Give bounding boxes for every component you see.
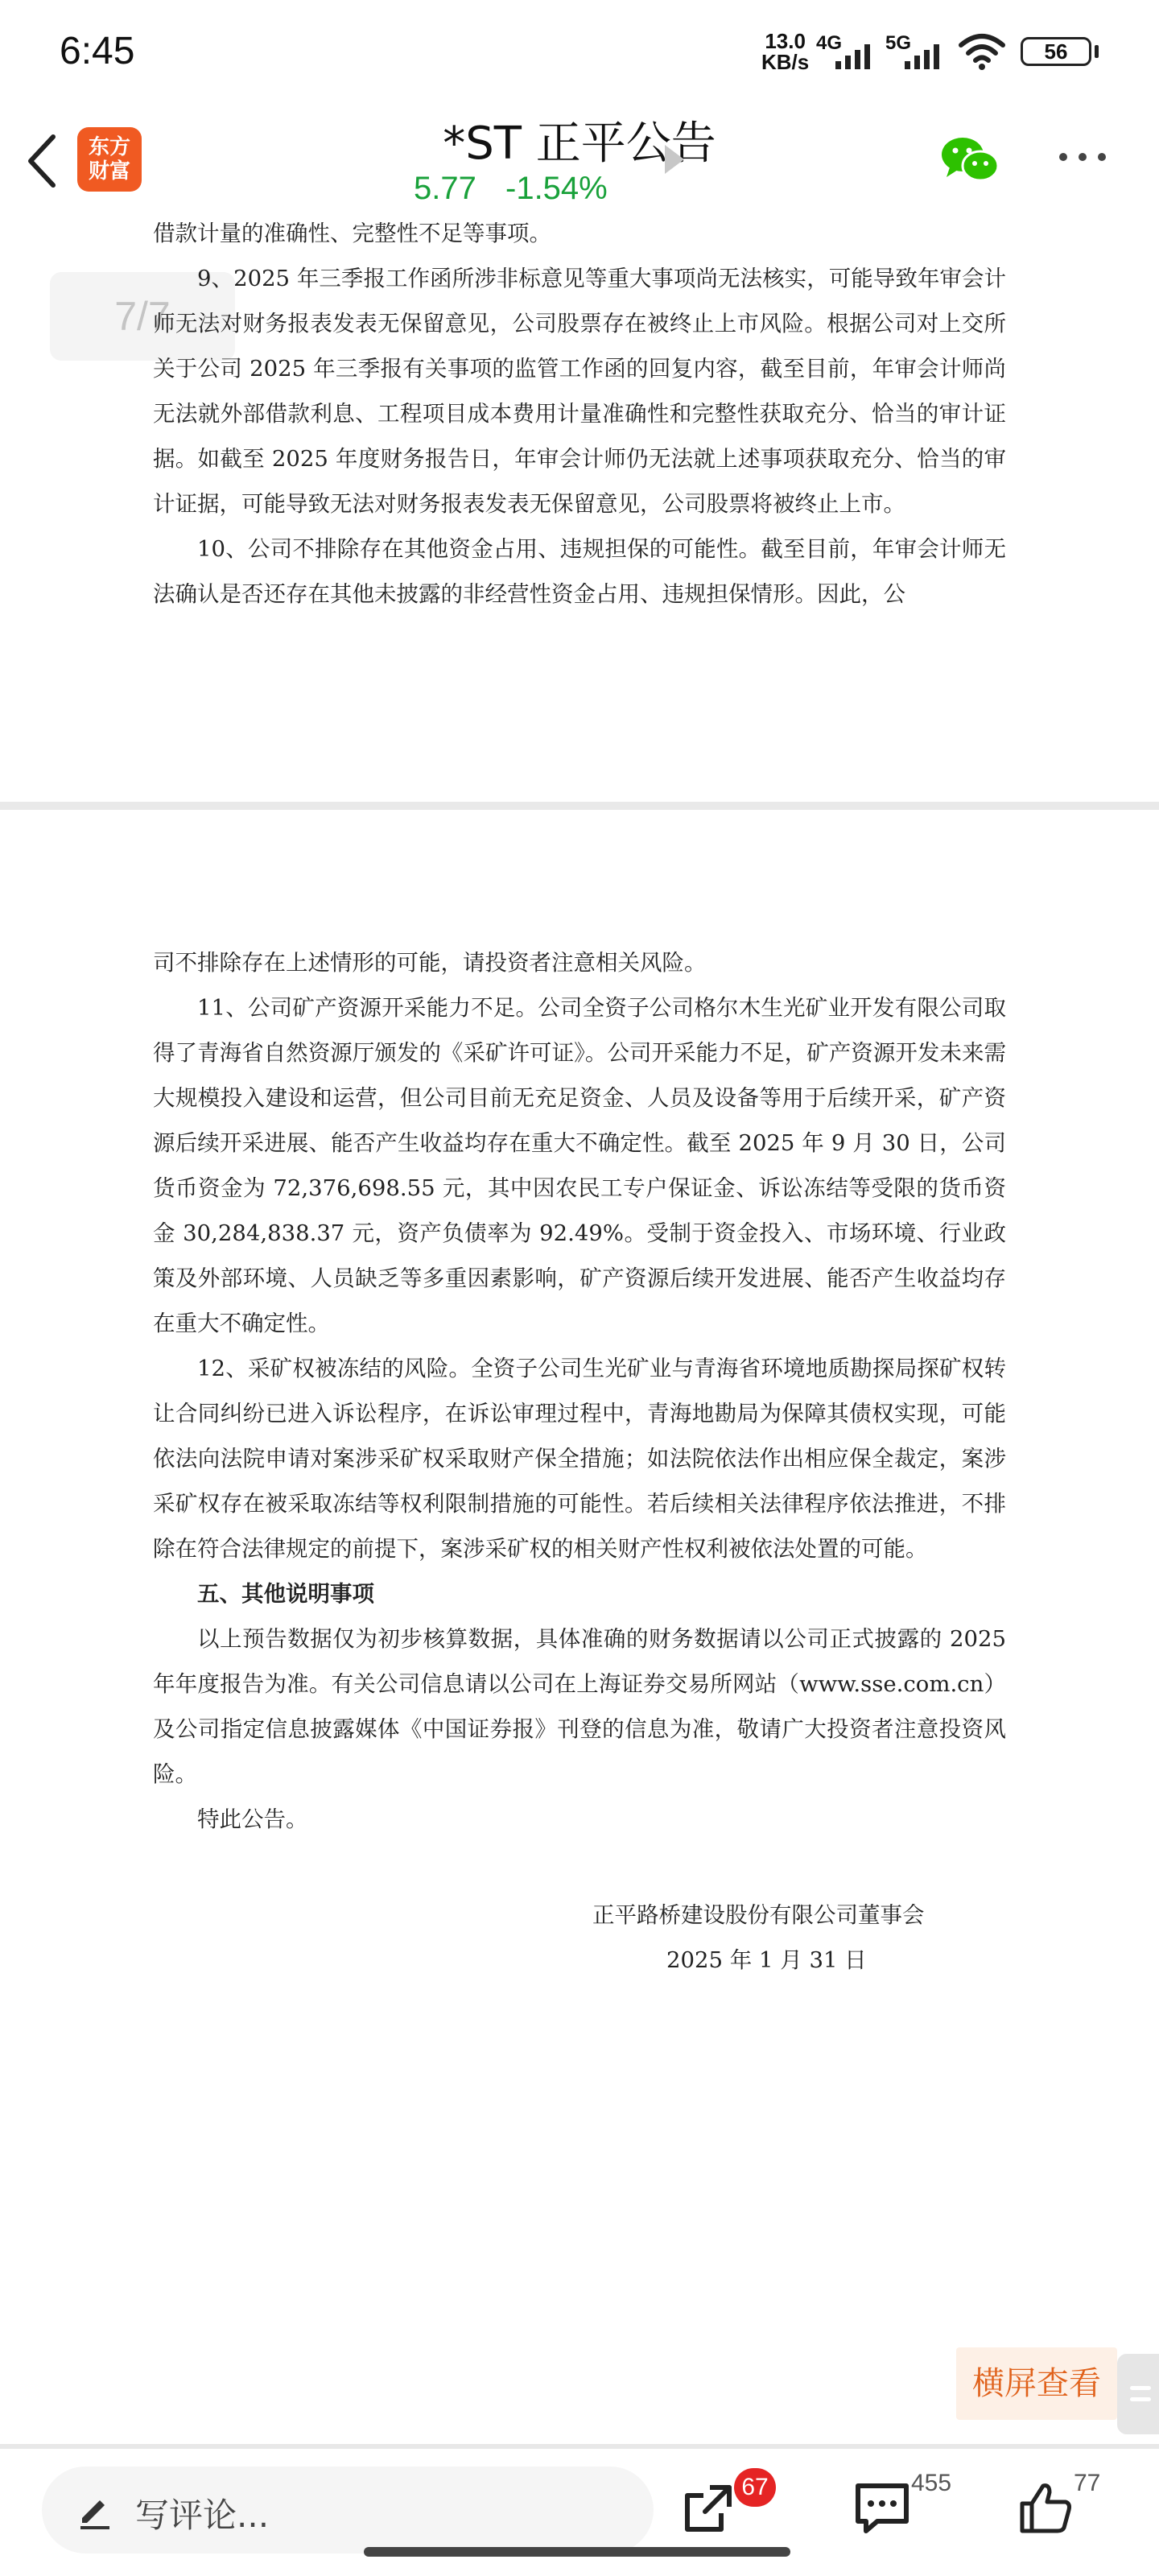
signal-5g-label: 5G [885, 32, 912, 54]
section-body [153, 1616, 1006, 1842]
section-heading: 五、其他说明事项 [197, 1581, 374, 1607]
like-count: 77 [1074, 2470, 1101, 2496]
signal-4g-icon [835, 39, 870, 69]
share-button[interactable] [681, 2481, 736, 2539]
paragraph: 以上预告数据仅为初步核算数据，具体准确的财务数据请以公司正式披露的 2025 年年度报告为准。有关公司信息请以公司在上海证券交易所网站（www.sse.com.cn）及公司指定信息披露媒体《中国证券报》刊登的信息为准，敬请广大投资者注意投资风险。 [153, 1626, 1006, 1787]
share-badge: 67 [734, 2468, 776, 2507]
stock-price: 5.77 [414, 171, 476, 206]
battery-icon: 56 [1021, 37, 1091, 66]
paragraph: 11、公司矿产资源开采能力不足。公司全资子公司格尔木生光矿业开发有限公司取得了青海省自然资源厅颁发的《采矿许可证》。公司开采能力不足，矿产资源开发未来需大规模投入建设和运营，但公司目前无充足资金、人员及设备等用于后续开采，矿产资源后续开采进展、能否产生收益均存在重大不确定性。截至 2025 年 9 月 30 日，公司货币资金为 72,376,698.55 元，其中因农民工专户保证金、诉讼冻结等受限的货币资金 30,284,838.37 元，资产负债率为 92.49%。受制于资金投入、市场环境、行业政策及外部环境、人员缺乏等多重因素影响，矿产资源后续开发进展、能否产生收益均存在重大不确定性。 [153, 995, 1006, 1336]
document-page-bottom [153, 940, 1006, 1842]
like-button[interactable] [1017, 2479, 1075, 2541]
paragraph: 特此公告。 [197, 1806, 308, 1832]
paragraph: 10、公司不排除存在其他资金占用、违规担保的可能性。截至目前，年审会计师无法确认是否还存在其他未披露的非经营性资金占用、违规担保情形。因此，公 [153, 536, 1006, 607]
more-dot-icon [1098, 153, 1106, 161]
paragraph: 12、采矿权被冻结的风险。全资子公司生光矿业与青海省环境地质勘探局探矿权转让合同纠纷已进入诉讼程序，在诉讼审理过程中，青海地勘局为保障其债权实现，可能依法向法院申请对案涉采矿权采取财产保全措施；如法院依法作出相应保全裁定，案涉采矿权存在被采取冻结等权利限制措施的可能性。若后续相关法律程序依法推进，不排除在符合法律规定的前提下，案涉采矿权的相关财产性权利被依法处置的可能。 [153, 1356, 1006, 1562]
comment-placeholder: 写评论... [135, 2496, 270, 2535]
page-indicator: 7/7 [50, 272, 235, 361]
document-page-top [153, 211, 1006, 617]
home-indicator[interactable] [364, 2547, 790, 2557]
page-title: *ST 正平公告 [443, 118, 716, 170]
document-body [153, 940, 1006, 1571]
page-separator [0, 802, 1159, 810]
wifi-icon [958, 32, 1006, 74]
net-speed-value: 13.0 [765, 29, 806, 53]
side-handle-icon[interactable] [1117, 2354, 1159, 2434]
net-speed-unit: KB/s [761, 50, 810, 74]
more-dot-icon [1059, 153, 1067, 161]
wechat-share-button[interactable] [938, 134, 1003, 188]
signal-4g-label: 4G [816, 32, 843, 54]
landscape-view-button[interactable]: 横屏查看 [956, 2347, 1117, 2420]
share-icon [681, 2481, 736, 2536]
wechat-icon [938, 134, 1003, 185]
signature-org: 正平路桥建设股份有限公司董事会 [592, 1902, 925, 1928]
more-dot-icon [1079, 153, 1087, 161]
comment-icon [853, 2481, 911, 2536]
paragraph: 9、2025 年三季报工作函所涉非标意见等重大事项尚无法核实，可能导致年审会计师无法对财务报表发表无保留意见，公司股票存在被终止上市风险。根据公司对上交所关于公司 2025 年三季报有关事项的监管工作函的回复内容，截至目前，年审会计师尚无法就外部借款利息、工程项目成本费用计量准确性和完整性获取充分、恰当的审计证据。如截至 2025 年度财务报告日，年审会计师仍无法就上述事项获取充分、恰当的审计证据，可能导致无法对财务报表发表无保留意见，公司股票将被终止上市。 [153, 266, 1006, 517]
app-header [0, 105, 1159, 217]
net-speed [761, 31, 809, 72]
logo-line1: 东方 [88, 135, 130, 159]
bottom-bar-divider [0, 2444, 1159, 2449]
play-icon[interactable] [665, 145, 684, 174]
comment-input[interactable] [42, 2467, 654, 2553]
comments-button[interactable] [853, 2481, 911, 2539]
logo-line2: 财富 [88, 159, 130, 184]
battery-tip [1095, 45, 1099, 58]
thumbs-up-icon [1017, 2479, 1075, 2537]
signal-5g-icon [905, 39, 939, 69]
clock: 6:45 [60, 30, 135, 72]
more-options-button[interactable] [1059, 153, 1106, 161]
status-bar [0, 0, 1159, 105]
paragraph: 司不排除存在上述情形的可能，请投资者注意相关风险。 [153, 950, 707, 976]
comment-count: 455 [911, 2470, 952, 2496]
signature-date: 2025 年 1 月 31 日 [666, 1947, 867, 1973]
paragraph: 借款计量的准确性、完整性不足等事项。 [153, 221, 551, 246]
stock-change: -1.54% [505, 171, 608, 206]
pencil-icon [74, 2489, 116, 2534]
